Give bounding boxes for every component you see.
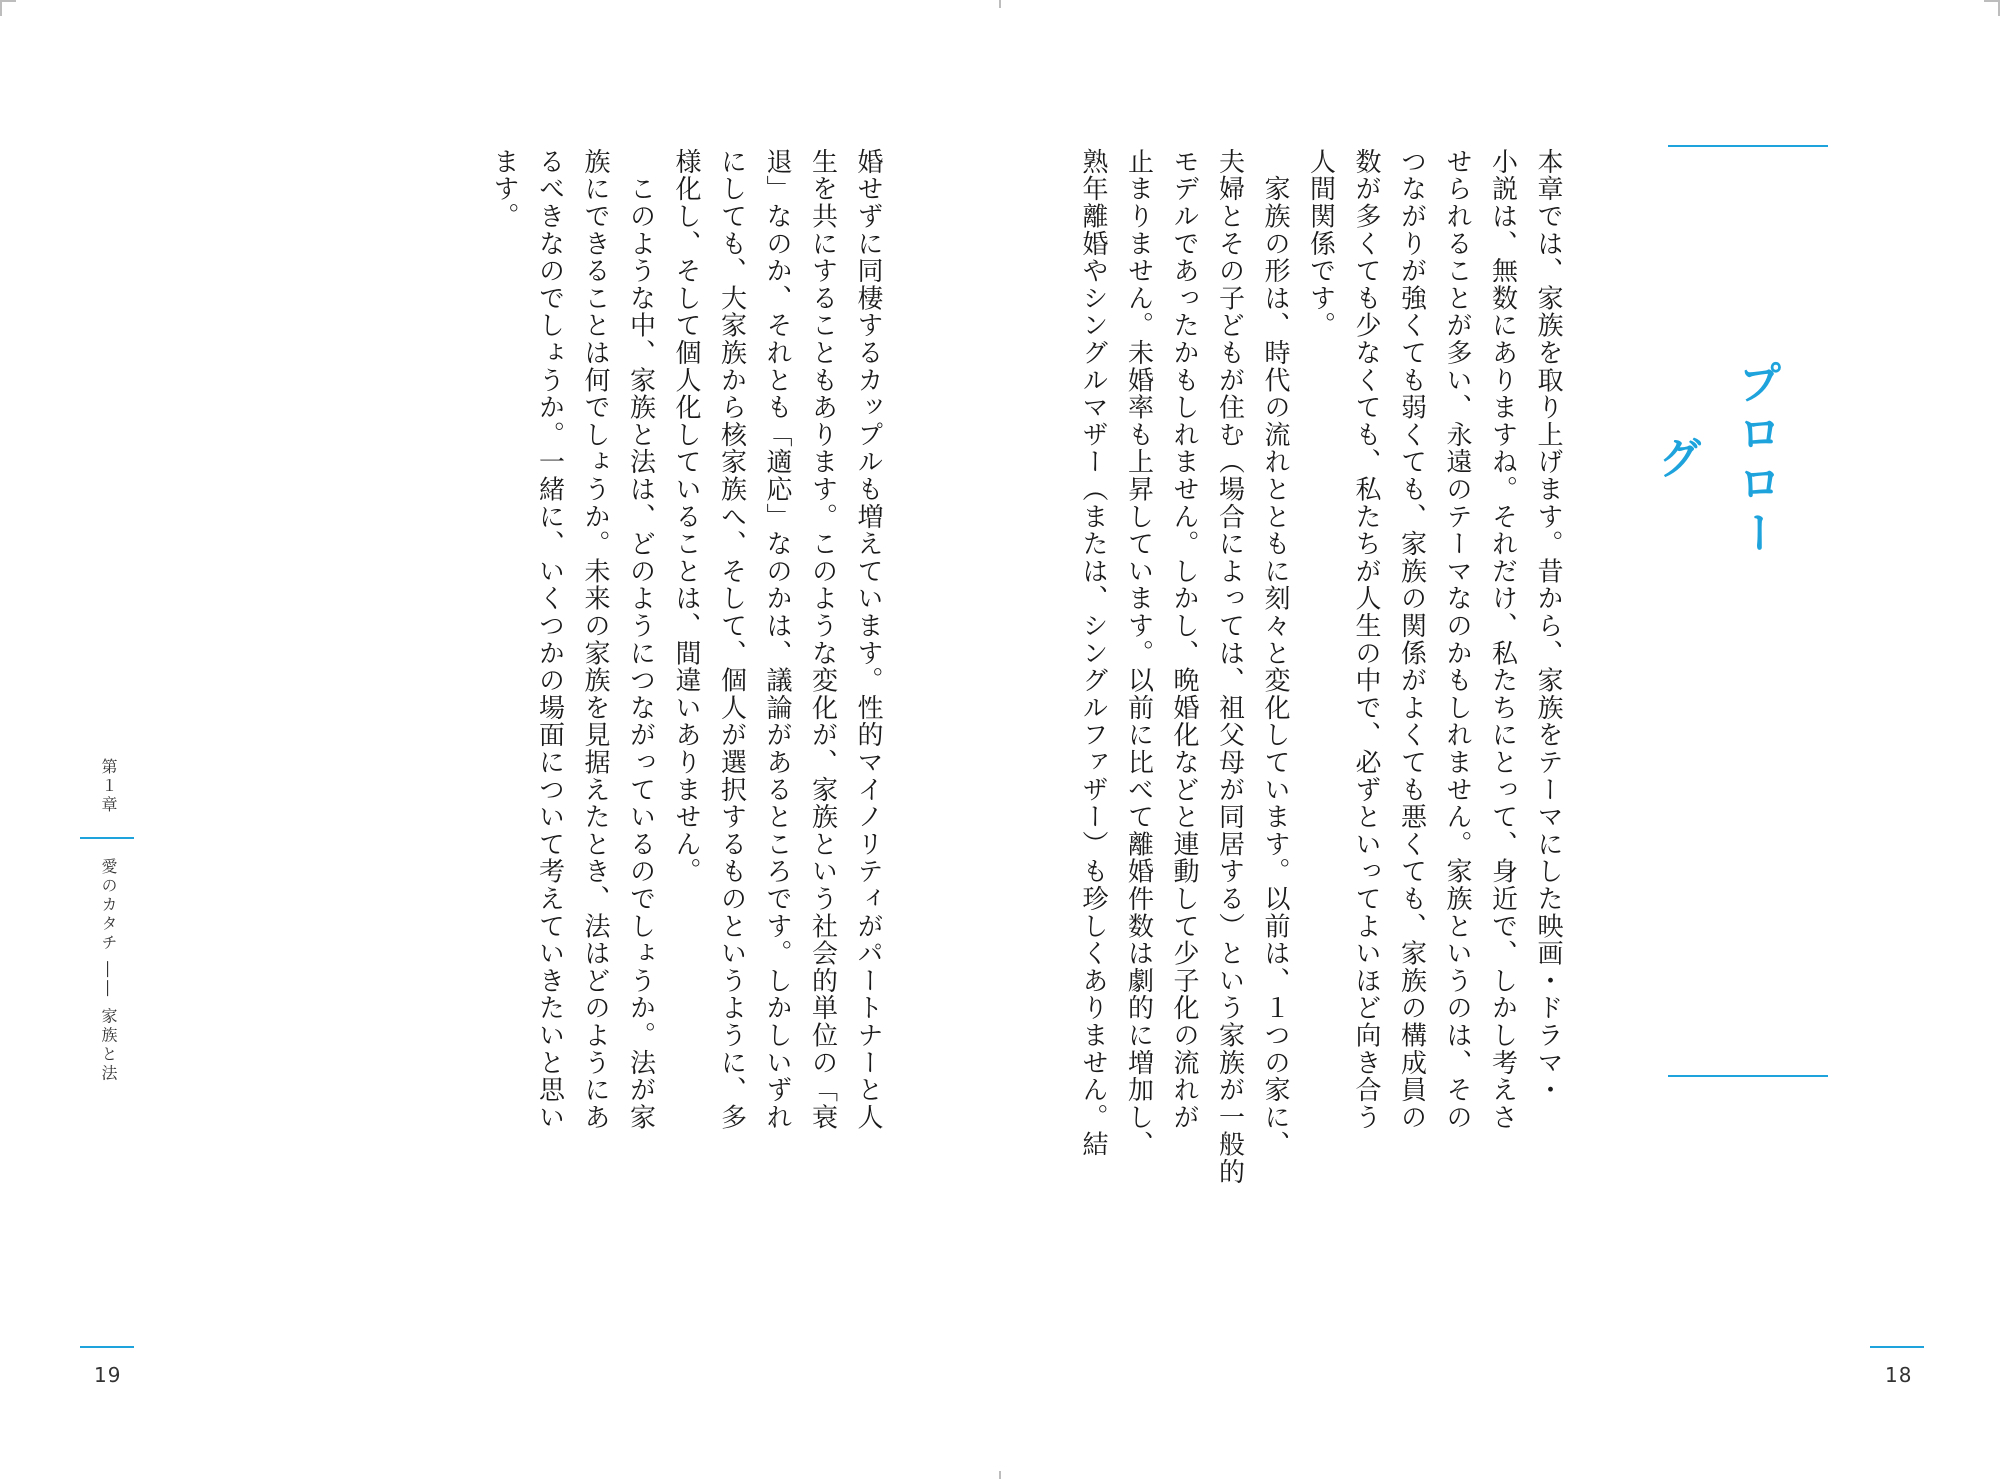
heading-rule-top — [1668, 145, 1828, 147]
left-page-body: 婚せずに同棲するカップルも増えています。性的マイノリティがパートナーと人 生を共にすることもあります。このような変化が、家族という社会的単位の「衰 退」なのか、それとも「適応」なのかは、議論があるところです。しかしいずれ にしても、大家族から核家族へ、そして、個人が選択するものというように、多 様化し、そして個人化していることは、間違いありません。 このような中、家族と法は、どのようにつながっているのでしょうか。法が家 族にできることは何でしょうか。未来の家族を見据えたとき、法はどのようにあ るべきなのでしょうか。一緒に、いくつかの場面について考えていきたいと思い ます。 — [489, 148, 883, 1131]
running-chapter: 第１章 — [99, 758, 118, 815]
chapter-heading: プロローグ — [1650, 360, 1781, 560]
page-number-left: 19 — [94, 1363, 122, 1387]
crop-mark-top-left — [0, 0, 2, 16]
crop-mark-bottom-center — [999, 1471, 1001, 1479]
running-header-rule — [80, 837, 134, 839]
folio-rule-left — [80, 1346, 134, 1348]
crop-mark-top-left-h — [0, 0, 16, 2]
right-page-body: 本章では、家族を取り上げます。昔から、家族をテーマにした映画・ドラマ・ 小説は、無数にありますね。それだけ、私たちにとって、身近で、しかし考えさ せられることが多い、永遠のテーマなのかもしれません。家族というのは、その つながりが強くても弱くても、家族の関係がよくても悪くても、家族の構成員の 数が多くても少なくても、私たちが人生の中で、必ずといってよいほど向き合う 人間関係です。 家族の形は、時代の流れとともに刻々と変化しています。以前は、１つの家に、 夫婦とその子どもが住む（場合によっては、祖父母が同居する）という家族が一般的 モデルであったかもしれません。しかし、晩婚化などと連動して少子化の流れが 止まりません。未婚率も上昇しています。以前に比べて離婚件数は劇的に増加し、 熟年離婚やシングルマザー（または、シングルファザー）も珍しくありません。結 — [1078, 148, 1563, 1186]
page-number-right: 18 — [1885, 1363, 1913, 1387]
folio-rule-right — [1870, 1346, 1924, 1348]
heading-rule-bottom — [1668, 1075, 1828, 1077]
crop-mark-top-center — [999, 0, 1001, 8]
running-title: 愛のカタチ ―― 家族と法 — [99, 858, 118, 1084]
crop-mark-top-right-h — [1984, 0, 2000, 2]
